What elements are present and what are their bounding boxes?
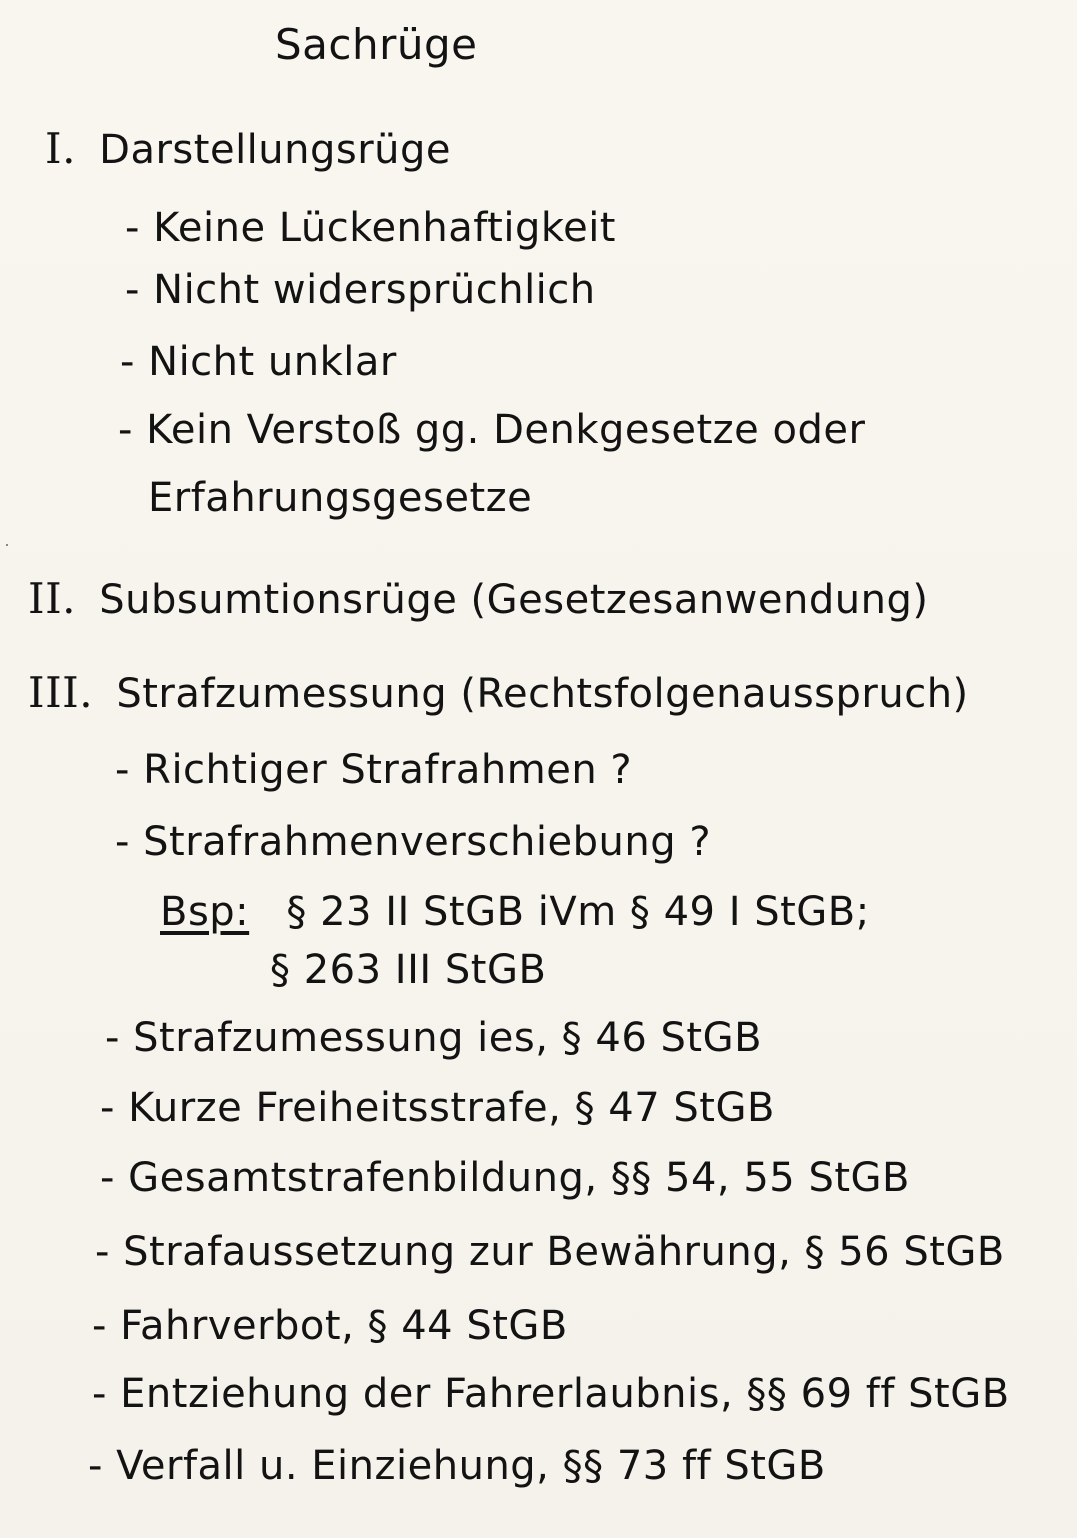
section-3-heading	[28, 668, 969, 717]
section-1-item: - Nicht widersprüchlich	[125, 267, 596, 313]
section-3-number: III.	[28, 668, 94, 717]
example-label: Bsp:	[160, 889, 250, 935]
example-citation: § 23 II StGB iVm § 49 I StGB;	[286, 889, 870, 935]
example-citation-continuation: § 263 III StGB	[270, 947, 547, 993]
section-3-item: - Strafaussetzung zur Bewährung, § 56 StGB	[95, 1229, 1005, 1275]
section-1-item-continuation: Erfahrungsgesetze	[148, 475, 533, 521]
page-title: Sachrüge	[275, 20, 478, 69]
section-3-item: - Strafzumessung ies, § 46 StGB	[105, 1015, 763, 1061]
section-2-title: Subsumtionsrüge (Gesetzesanwendung)	[99, 577, 929, 623]
example-line	[160, 889, 870, 935]
section-1-item: - Keine Lückenhaftigkeit	[125, 205, 616, 251]
section-3-item: - Entziehung der Fahrerlaubnis, §§ 69 ff StGB	[92, 1371, 1010, 1417]
stray-pen-mark	[6, 544, 8, 546]
section-3-item: - Richtiger Strafrahmen ?	[115, 747, 633, 793]
section-3-item: - Verfall u. Einziehung, §§ 73 ff StGB	[88, 1443, 826, 1489]
section-3-item: - Gesamtstrafenbildung, §§ 54, 55 StGB	[100, 1155, 910, 1201]
section-1-title: Darstellungsrüge	[99, 127, 452, 173]
section-1-heading	[45, 124, 452, 173]
section-3-title: Strafzumessung (Rechtsfolgenausspruch)	[116, 671, 969, 717]
section-3-item: - Strafrahmenverschiebung ?	[115, 819, 712, 865]
section-1-number: I.	[45, 124, 76, 173]
section-1-item: - Nicht unklar	[120, 339, 397, 385]
section-3-item: - Kurze Freiheitsstrafe, § 47 StGB	[100, 1085, 775, 1131]
section-1-item: - Kein Verstoß gg. Denkgesetze oder	[118, 407, 866, 453]
section-2-number: II.	[28, 574, 77, 623]
section-2-heading	[28, 574, 929, 623]
section-3-item: - Fahrverbot, § 44 StGB	[92, 1303, 568, 1349]
